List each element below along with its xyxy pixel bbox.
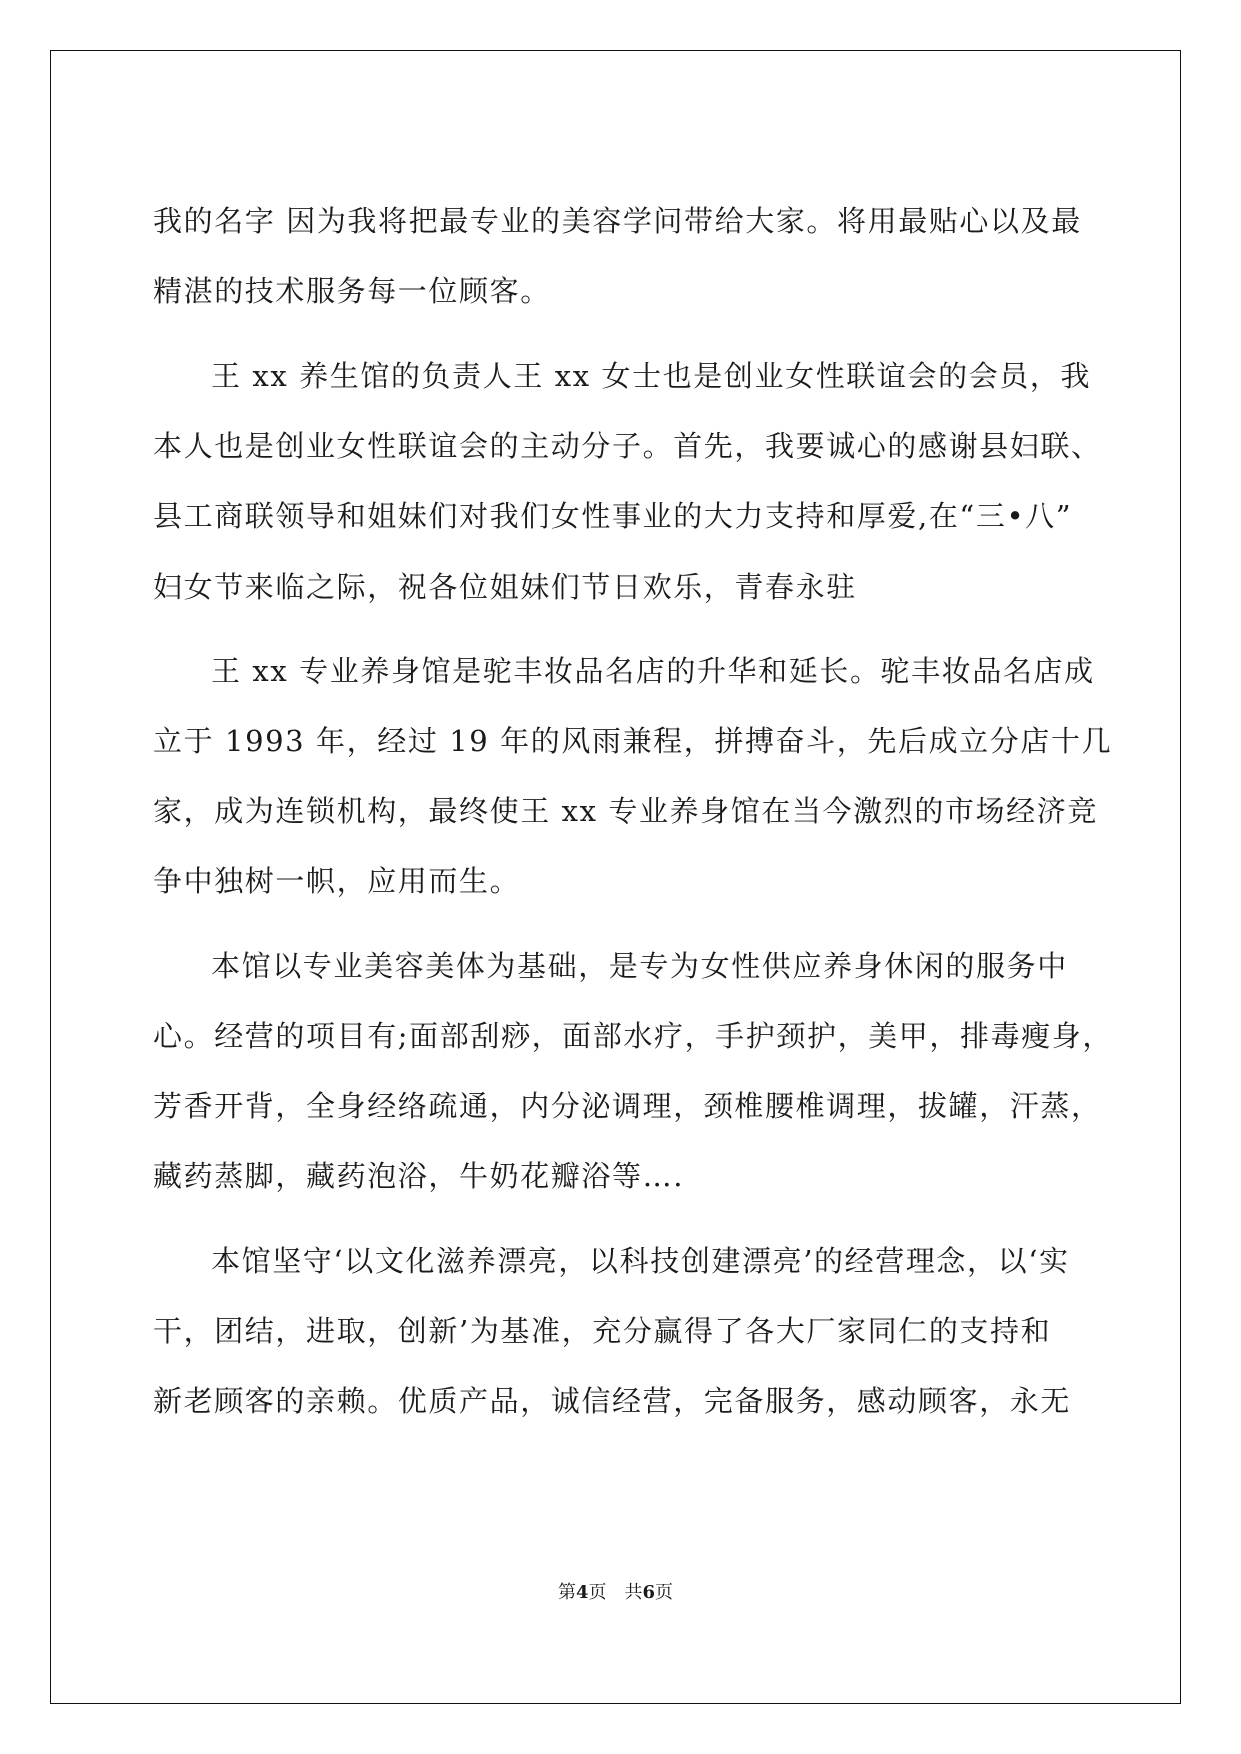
text-line: 家，成为连锁机构，最终使王 xx 专业养身馆在当今激烈的市场经济竞 [153,794,1098,828]
total-pages-number: 6 [642,1582,656,1603]
document-page [50,50,1181,1704]
text-line: 干，团结，进取，创新’为基准，充分赢得了各大厂家同仁的支持和 [153,1314,1052,1348]
text-line: 精湛的技术服务每一位顾客。 [153,274,551,308]
text-line: 县工商联领导和姐妹们对我们女性事业的大力支持和厚爱,在“三•八” [153,499,1073,533]
current-page-number: 4 [575,1582,589,1603]
page-footer [51,1578,1180,1604]
footer-total-prefix: 共 [624,1582,643,1603]
footer-page-suffix: 页 [588,1582,607,1603]
text-line: 心。经营的项目有;面部刮痧，面部水疗，手护颈护，美甲，排毒瘦身， [153,1019,1113,1053]
text-line: 本馆以专业美容美体为基础，是专为女性供应养身休闲的服务中 [211,949,1068,983]
text-line: 王 xx 专业养身馆是驼丰妆品名店的升华和延长。驼丰妆品名店成 [211,654,1095,688]
text-line: 本馆坚守‘以文化滋养漂亮，以科技创建漂亮’的经营理念，以‘实 [211,1244,1070,1278]
text-line: 芳香开背，全身经络疏通，内分泌调理，颈椎腰椎调理，拔罐，汗蒸， [153,1089,1102,1123]
footer-prefix: 第 [557,1582,576,1603]
text-line: 我的名字 因为我将把最专业的美容学问带给大家。将用最贴心以及最 [153,204,1082,238]
text-line: 王 xx 养生馆的负责人王 xx 女士也是创业女性联谊会的会员，我 [211,359,1092,393]
text-line: 妇女节来临之际，祝各位姐妹们节日欢乐，青春永驻 [153,570,857,604]
text-line: 新老顾客的亲赖。优质产品，诚信经营，完备服务，感动顾客，永无 [153,1384,1072,1418]
text-line: 本人也是创业女性联谊会的主动分子。首先，我要诚心的感谢县妇联、 [153,429,1102,463]
text-line: 藏药蒸脚，藏药泡浴，牛奶花瓣浴等…. [153,1159,685,1193]
footer-total-suffix: 页 [655,1582,674,1603]
text-line: 争中独树一帜，应用而生。 [153,864,521,898]
text-line: 立于 1993 年，经过 19 年的风雨兼程，拼搏奋斗，先后成立分店十几 [153,724,1113,758]
